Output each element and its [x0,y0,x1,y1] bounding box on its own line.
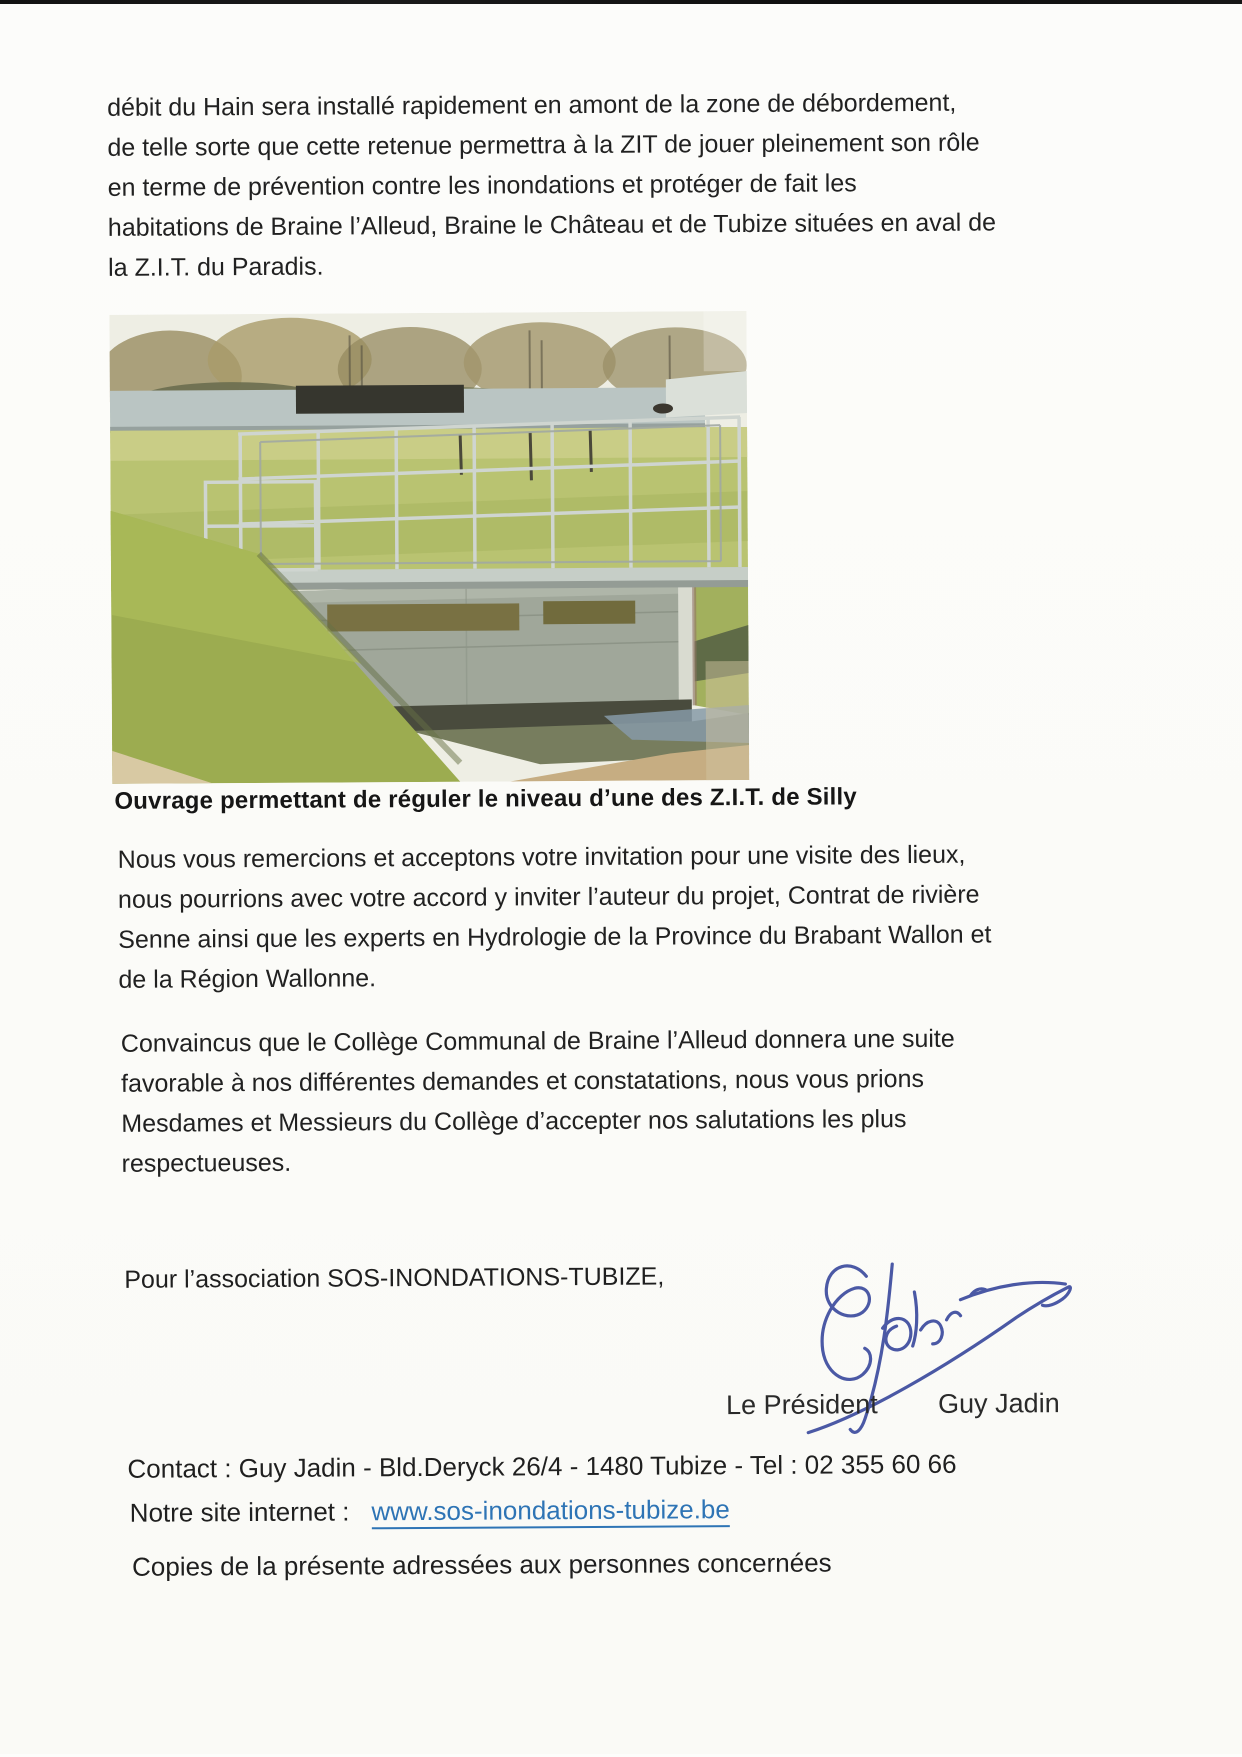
paragraph-line: favorable à nos différentes demandes et constatations, nous vous prions [121,1064,925,1098]
paragraph-line: de telle sorte que cette retenue permettra à la ZIT de jouer pleinement son rôle [107,128,980,162]
signature-role-label: Le Président [725,1389,878,1421]
paragraph-line: Mesdames et Messieurs du Collège d’accepter nos salutations les plus [121,1105,907,1138]
copies-line: Copies de la présente adressées aux personnes concernées [131,1547,832,1582]
paragraph-line: en terme de prévention contre les inondations et protéger de fait les [107,169,857,202]
paragraph-line: habitations de Braine l’Alleud, Braine le Château et de Tubize situées en aval de [107,208,997,242]
paragraph-line: nous pourrions avec votre accord y inviter l’auteur du projet, Contrat de rivière [117,880,980,914]
photo-regulation-structure [109,311,749,784]
website-link[interactable]: www.sos-inondations-tubize.be [371,1494,730,1529]
paragraph-line: respectueuses. [121,1148,292,1178]
paragraph-line: la Z.I.T. du Paradis. [108,252,324,282]
paragraph-line: Nous vous remercions et acceptons votre invitation pour une visite des lieux, [117,840,966,874]
paragraph-salutations [121,1019,956,1184]
association-line: Pour l’association SOS-INONDATIONS-TUBIZE, [124,1262,665,1294]
photo-illustration [109,311,749,784]
website-line [130,1494,730,1529]
signature-name-label: Guy Jadin [937,1388,1060,1419]
paragraph-line: débit du Hain sera installé rapidement en amont de la zone de débordement, [107,88,957,122]
photo-caption: Ouvrage permettant de réguler le niveau d’une des Z.I.T. de Silly [114,783,858,815]
website-label: Notre site internet : [129,1496,350,1528]
paragraph-line: Senne ainsi que les experts en Hydrologie de la Province du Brabant Wallon et [118,920,992,954]
paragraph-line: Convaincus que le Collège Communal de Braine l’Alleud donnera une suite [120,1024,955,1058]
paragraph-flood-prevention [107,82,996,287]
contact-line: Contact : Guy Jadin - Bld.Deryck 26/4 - 1480 Tubize - Tel : 02 355 60 66 [127,1448,957,1484]
paragraph-line: de la Région Wallonne. [118,964,377,994]
paragraph-invitation [118,835,992,1000]
